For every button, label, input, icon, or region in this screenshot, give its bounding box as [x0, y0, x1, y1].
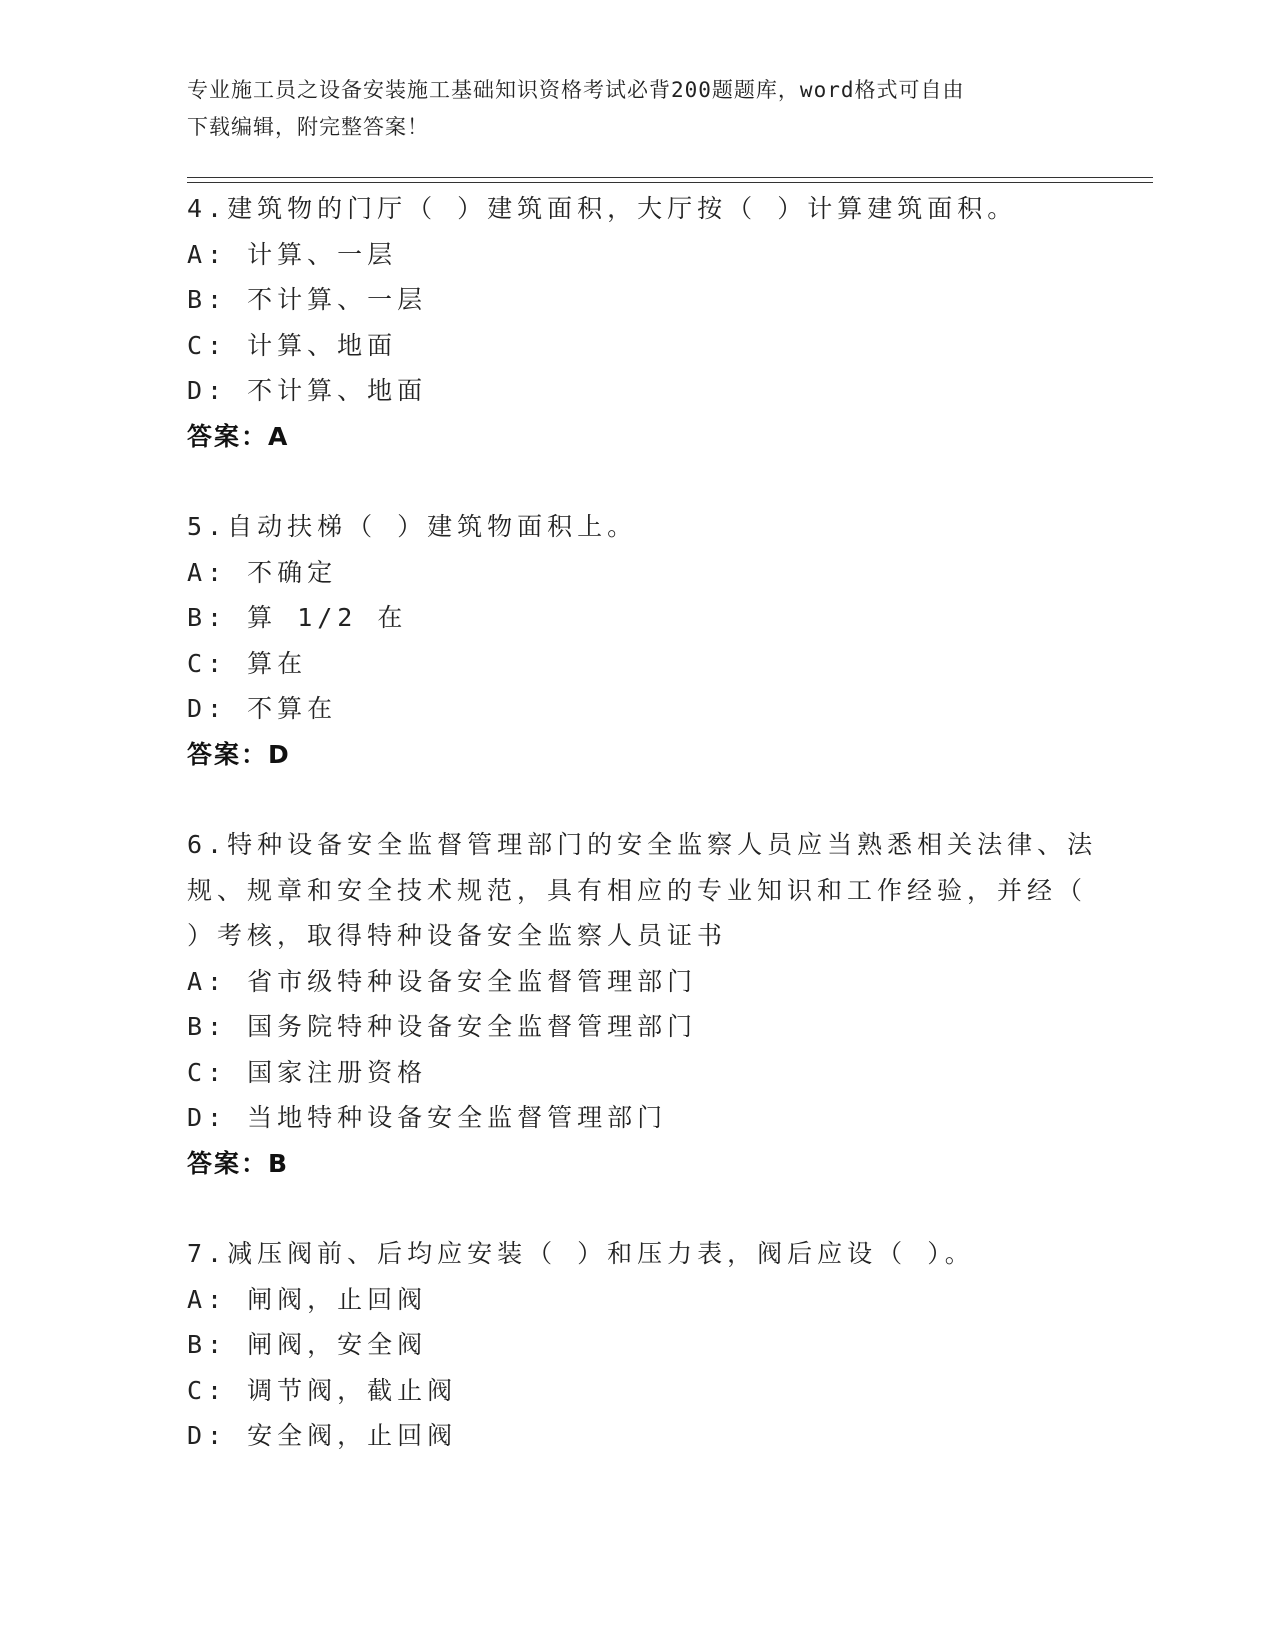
question-stem-line: 7.减压阀前、后均应安装（ ）和压力表，阀后应设（ ）。	[187, 1239, 975, 1268]
answer-label: 答案：B	[187, 1148, 290, 1178]
question-item	[187, 1231, 1067, 1459]
option-b: B: 不计算、一层	[187, 285, 428, 314]
header-divider-top	[187, 177, 1153, 178]
question-item	[187, 504, 1067, 777]
header-line: 专业施工员之设备安装施工基础知识资格考试必背200题题库，word格式可自由	[187, 78, 965, 102]
question-item	[187, 186, 1067, 459]
option-a: A: 闸阀，止回阀	[187, 1284, 428, 1314]
option-d: D: 安全阀，止回阀	[187, 1421, 458, 1450]
header-divider-bottom	[187, 182, 1153, 183]
question-stem	[187, 822, 1098, 959]
option-a: A: 计算、一层	[187, 239, 398, 269]
option-b: B: 国务院特种设备安全监督管理部门	[187, 1012, 698, 1041]
answer-label: 答案：D	[187, 739, 291, 769]
option-b: B: 闸阀，安全阀	[187, 1330, 428, 1359]
question-stem	[187, 1231, 1067, 1277]
option-d: D: 当地特种设备安全监督管理部门	[187, 1103, 668, 1132]
option-d: D: 不算在	[187, 694, 338, 723]
question-item	[187, 822, 1098, 1186]
question-stem	[187, 504, 1067, 550]
option-b: B: 算 1/2 在	[187, 603, 408, 632]
option-c: C: 国家注册资格	[187, 1057, 428, 1087]
option-a: A: 不确定	[187, 557, 338, 587]
document-header	[187, 72, 1067, 146]
question-stem-line: ）考核，取得特种设备安全监察人员证书	[187, 921, 728, 950]
option-a: A: 省市级特种设备安全监督管理部门	[187, 966, 698, 996]
answer-label: 答案：A	[187, 421, 290, 451]
question-stem-line: 规、规章和安全技术规范，具有相应的专业知识和工作经验，并经（	[187, 875, 1088, 905]
option-d: D: 不计算、地面	[187, 376, 428, 405]
option-c: C: 计算、地面	[187, 330, 398, 360]
question-stem	[187, 186, 1067, 232]
question-stem-line: 4.建筑物的门厅（ ）建筑面积，大厅按（ ）计算建筑面积。	[187, 194, 1018, 223]
option-c: C: 调节阀，截止阀	[187, 1375, 458, 1405]
question-stem-line: 5.自动扶梯（ ）建筑物面积上。	[187, 512, 638, 541]
question-stem-line: 6.特种设备安全监督管理部门的安全监察人员应当熟悉相关法律、法	[187, 830, 1098, 859]
question-list	[187, 186, 1098, 1504]
option-c: C: 算在	[187, 648, 308, 678]
header-line: 下载编辑，附完整答案！	[187, 115, 429, 139]
